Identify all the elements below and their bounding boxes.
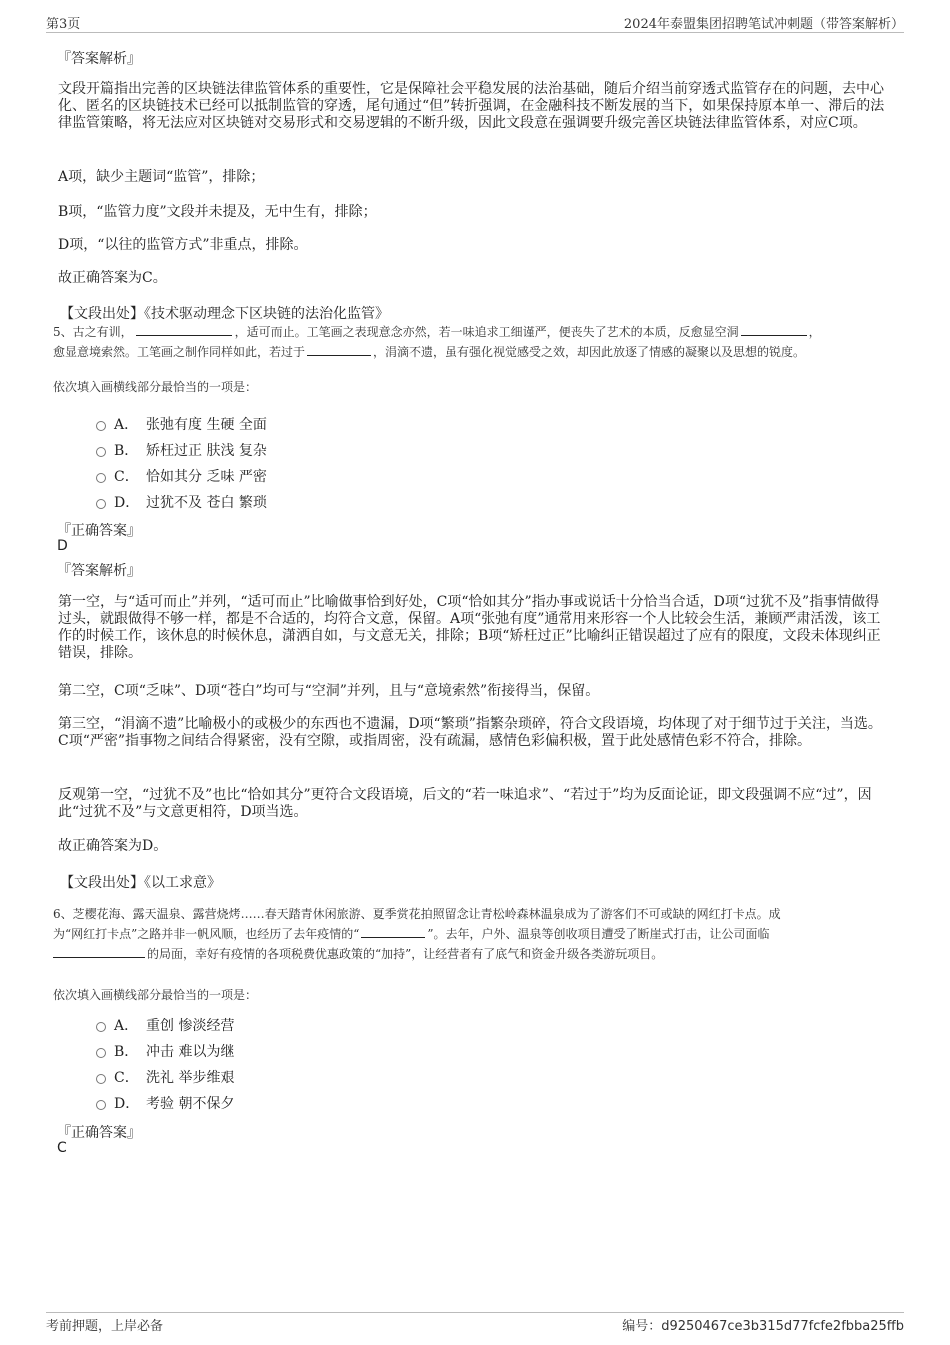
q6-correct-answer-value: C <box>57 1140 67 1156</box>
q5-analysis-title: 『答案解析』 <box>57 563 141 579</box>
q4-source: 【文段出处】《技术驱动理念下区块链的法治化监管》 <box>60 306 389 322</box>
q4-analysis-title: 『答案解析』 <box>57 51 141 67</box>
q5-conclusion: 故正确答案为D。 <box>58 838 168 854</box>
radio-button-icon[interactable] <box>96 473 106 483</box>
q6-text-seg2: 为“网红打卡点”之路并非一帆风顺，也经历了去年疫情的“ <box>53 927 360 941</box>
q5-analysis-blank2: 第二空，C项“乏味”、D项“苍白”均可与“空洞”并列，且与“意境索然”衔接得当，保留。 <box>58 683 600 699</box>
q5-question-text <box>53 322 893 362</box>
q5-analysis-review: 反观第一空，“过犹不及”也比“恰如其分”更符合文段语境，后文的“若一味追求”、“若过于”均为反面论证，即文段强调不应“过”，因此“过犹不及”与文意更相符，D项当选。 <box>58 787 872 820</box>
footer-code-value: d9250467ce3b315d77fcfe2fbba25ffb <box>661 1319 904 1334</box>
q5-text-seg4: 愈显意境索然。工笔画之制作同样如此，若过于 <box>53 345 306 359</box>
option-text: 考验 朝不保夕 <box>146 1096 235 1112</box>
option-letter: C． <box>114 1070 139 1086</box>
q5-blank-1 <box>136 323 232 336</box>
footer-divider <box>46 1312 904 1313</box>
q4-analysis-option-a: A项，缺少主题词“监管”，排除； <box>58 169 265 185</box>
radio-button-icon[interactable] <box>96 447 106 457</box>
q4-analysis-paragraph: 文段开篇指出完善的区块链法律监管体系的重要性，它是保障社会平稳发展的法治基础，随后介绍当前穿透式监管存在的问题，去中心化、匿名的区块链技术已经可以抵制监管的穿透，尾句通过“但”转折强调，在金融科技不断发展的当下，如果保持原本单一、滞后的法律监管策略，将无法应对区块链对交易形式和交易逻辑的不断升级，因此文段意在强调要升级完善区块链法律监管体系，对应C项。 <box>58 81 885 131</box>
q6-text-seg1: 6、芝樱花海、露天温泉、露营烧烤……春天踏青休闲旅游、夏季赏花拍照留念让青松岭森林温泉成为了游客们不可或缺的网红打卡点。成 <box>53 907 781 921</box>
q4-analysis-option-d: D项，“以往的监管方式”非重点，排除。 <box>58 237 308 253</box>
radio-button-icon[interactable] <box>96 1022 106 1032</box>
q5-analysis-blank1: 第一空，与“适可而止”并列，“适可而止”比喻做事恰到好处，C项“恰如其分”指办事或说话十分恰当合适，D项“过犹不及”指事情做得过头，就跟做得不够一样，都是不合适的，均符合文意，保留。A项“张弛有度”通常用来形容一个人比较会生活，兼顾严肃活泼，该工作的时候工作，该休息的时候休息，潇洒自如，与文意无关，排除；B项“矫枉过正”比喻纠正错误超过了应有的限度，文段未体现纠正错误，排除。 <box>58 594 881 661</box>
option-text: 冲击 难以为继 <box>146 1044 235 1060</box>
q4-conclusion: 故正确答案为C。 <box>58 270 167 286</box>
q5-instruction: 依次填入画横线部分最恰当的一项是： <box>53 380 258 394</box>
radio-button-icon[interactable] <box>96 1100 106 1110</box>
option-letter: A． <box>114 417 139 433</box>
q6-instruction: 依次填入画横线部分最恰当的一项是： <box>53 988 258 1002</box>
option-letter: B． <box>114 1044 139 1060</box>
q5-text-seg2: ，适可而止。工笔画之表现意念亦然，若一味追求工细谨严，便丧失了艺术的本质，反愈显空洞 <box>234 325 739 339</box>
q5-correct-answer-value: D <box>57 538 68 554</box>
option-letter: D． <box>114 495 140 511</box>
option-text: 过犹不及 苍白 繁琐 <box>146 495 267 511</box>
header-divider <box>46 32 904 33</box>
q6-question-text <box>53 904 893 964</box>
q6-correct-answer-title: 『正确答案』 <box>57 1125 141 1141</box>
q5-source: 【文段出处】《以工求意》 <box>60 875 221 891</box>
radio-button-icon[interactable] <box>96 1048 106 1058</box>
q6-text-seg3: ”。去年，户外、温泉等创收项目遭受了断崖式打击，让公司面临 <box>427 927 770 941</box>
q5-text-seg5: ，涓滴不遗，虽有强化视觉感受之效，却因此放逐了情感的凝聚以及思想的锐度。 <box>373 345 806 359</box>
radio-button-icon[interactable] <box>96 421 106 431</box>
q5-blank-3 <box>307 343 371 356</box>
q5-text-seg3: ， <box>808 325 821 339</box>
q6-blank-1 <box>361 925 425 938</box>
option-text: 张弛有度 生硬 全面 <box>146 417 267 433</box>
option-letter: A． <box>114 1018 139 1034</box>
option-text: 矫枉过正 肤浅 复杂 <box>146 443 267 459</box>
q4-analysis-option-b: B项，“监管力度”文段并未提及，无中生有，排除； <box>58 204 377 220</box>
q5-text-seg1: 5、古之有训， <box>53 325 133 339</box>
option-letter: B． <box>114 443 139 459</box>
q6-blank-2 <box>53 945 145 958</box>
radio-button-icon[interactable] <box>96 1074 106 1084</box>
footer-code <box>622 1315 904 1334</box>
radio-button-icon[interactable] <box>96 499 106 509</box>
q5-analysis-blank3: 第三空，“涓滴不遗”比喻极小的或极少的东西也不遗漏，D项“繁琐”指繁杂琐碎，符合文段语境，均体现了对于细节过于关注，当选。C项“严密”指事物之间结合得紧密，没有空隙，或指周密，没有疏漏，感情色彩偏积极，置于此处感情色彩不符合，排除。 <box>58 716 882 749</box>
document-title: 2024年泰盟集团招聘笔试冲刺题（带答案解析） <box>623 17 904 32</box>
option-letter: C． <box>114 469 139 485</box>
page-number: 第3页 <box>46 17 81 32</box>
q5-correct-answer-title: 『正确答案』 <box>57 523 141 539</box>
footer-slogan: 考前押题，上岸必备 <box>46 1319 164 1334</box>
option-letter: D． <box>114 1096 140 1112</box>
option-text: 洗礼 举步维艰 <box>146 1070 235 1086</box>
footer-code-label: 编号： <box>622 1319 662 1334</box>
option-text: 恰如其分 乏味 严密 <box>146 469 267 485</box>
q6-text-seg4: 的局面，幸好有疫情的各项税费优惠政策的“加持”，让经营者有了底气和资金升级各类游玩项目。 <box>147 947 664 961</box>
option-text: 重创 惨淡经营 <box>146 1018 235 1034</box>
q5-blank-2 <box>741 323 807 336</box>
